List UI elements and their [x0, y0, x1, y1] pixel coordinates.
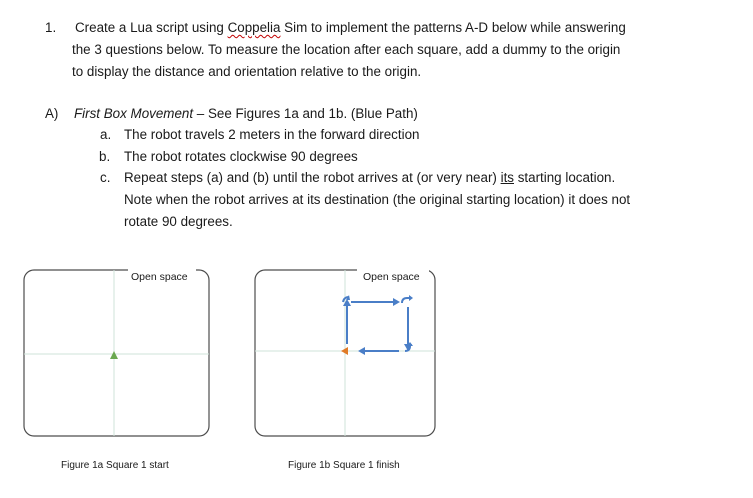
- step-c-text: [124, 170, 615, 186]
- section-a-label: A): [45, 106, 59, 121]
- figure-1a-caption: Figure 1a Square 1 start: [61, 460, 169, 471]
- question-line-1-pre: Create a Lua script using: [75, 20, 228, 35]
- question-line-2: the 3 questions below. To measure the location after each square, add a dummy to the origin: [72, 42, 621, 57]
- figure-1b-label: Open space: [363, 271, 420, 283]
- figure-1a-border: [24, 270, 209, 436]
- step-c-underlined: its: [500, 170, 514, 185]
- question-line-3: to display the distance and orientation relative to the origin.: [72, 64, 422, 79]
- figure-1a-label: Open space: [131, 271, 188, 283]
- section-a-title-italic: First Box Movement: [74, 106, 194, 121]
- step-b-marker: b.: [99, 149, 111, 164]
- step-c-text-pre: Repeat steps (a) and (b) until the robot arrives at (or very near): [124, 170, 501, 185]
- figure-1b: [253, 264, 443, 440]
- question-number: 1.: [45, 20, 57, 35]
- step-c-marker: c.: [100, 170, 111, 185]
- step-c-text-post: starting location.: [514, 170, 616, 185]
- step-a-marker: a.: [100, 127, 112, 142]
- app-name: Coppelia: [227, 20, 281, 35]
- figure-1a: [22, 264, 212, 440]
- section-a-title: [74, 106, 418, 122]
- note-line-2: rotate 90 degrees.: [124, 214, 233, 229]
- question-line-1: [75, 20, 626, 36]
- section-a-title-rest: – See Figures 1a and 1b. (Blue Path): [193, 106, 418, 121]
- note-line-1: Note when the robot arrives at its destination (the original starting location) it does not: [124, 192, 631, 207]
- question-line-1-post: Sim to implement the patterns A-D below while answering: [280, 20, 626, 35]
- step-b-text: The robot rotates clockwise 90 degrees: [124, 149, 358, 164]
- figure-1b-caption: Figure 1b Square 1 finish: [288, 460, 400, 471]
- step-a-text: The robot travels 2 meters in the forward direction: [124, 127, 420, 142]
